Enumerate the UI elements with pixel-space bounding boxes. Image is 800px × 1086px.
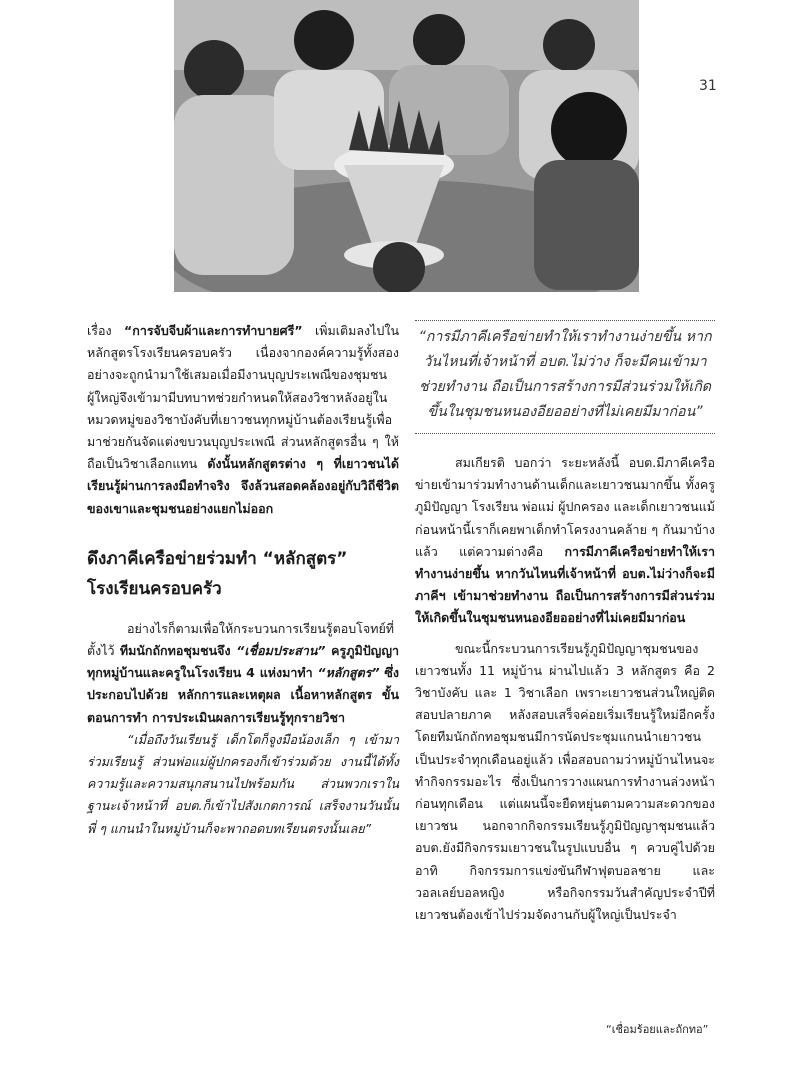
page-number: 31 [699, 78, 717, 94]
top-photo [174, 0, 639, 292]
left-paragraph-2 [87, 618, 399, 729]
bold-run: ซึ่งประกอบไปด้วย หลักการและเหตุผล เนื้อหาหลักสูตร ขั้นตอนการทำ การประเมินผลการเรียนรู้ทุกรายวิชา [87, 665, 399, 725]
right-paragraph-2: ขณะนี้กระบวนการเรียนรู้ภูมิปัญญาชุมชนของเยาวชนทั้ง 11 หมู่บ้าน ผ่านไปแล้ว 3 หลักสูตร คือ 2 วิชาบังคับ และ 1 วิชาเลือก เพราะเยาวชนส่วนใหญ่ติดสอบปลายภาค หลังสอบเสร็จค่อยเริ่มเรียนรู้ใหม่อีกครั้ง โดยทีมนักถักทอชุมชนมีการนัดประชุมแกนนำเยาวชนเป็นประจำทุกเดือนอยู่แล้ว เพื่อสอบถามว่าหมู่บ้านไหนจะทำกิจกรรมอะไร ซึ่งเป็นการวางแผนการทำงานล่วงหน้าก่อนทุกเดือน แต่แผนนี้จะยืดหยุ่นตามความสะดวกของเยาวชน นอกจากกิจกรรมเรียนรู้ภูมิปัญญาชุมชนแล้ว อบต.ยังมีกิจกรรมเยาวชนในรูปแบบอื่น ๆ ควบคู่ไปด้วย อาทิ กิจกรรมการแข่งขันกีฬาฟุตบอลชาย และวอลเลย์บอลหญิง หรือกิจกรรมวันสำคัญประจำปีที่เยาวชนต้องเข้าไปร่วมจัดงานกับผู้ใหญ่เป็นประจำ [415, 640, 715, 923]
left-column [87, 320, 399, 840]
left-paragraph-1 [87, 320, 399, 520]
page-footer: “เชื่อมร้อยและถักทอ” [606, 1023, 709, 1036]
text-run: อย่างไรก็ตามเพื่อให้กระบวนการเรียนรู้ตอบโจทย์ที่ตั้งไว้ [87, 620, 395, 659]
bold-run: “การจับจีบผ้าและการทำบายศรี” [124, 323, 303, 338]
bold-italic-run: “เชื่อมประสาน” [236, 643, 326, 659]
pull-quote: “การมีภาคีเครือข่ายทำให้เราทำงานง่ายขึ้น หากวันไหนที่เจ้าหน้าที่ อบต.ไม่ว่าง ก็จะมีคนเข้ามาช่วยทำงาน ถือเป็นการสร้างการมีส่วนร่วมให้เกิดขึ้นในชุมชนหนองอียออย่างที่ไม่เคยมีมาก่อน” [415, 320, 715, 434]
bold-run: ดังนั้นหลักสูตรต่าง ๆ ที่เยาวชนได้เรียนรู้ผ่านการลงมือทำจริง จึงล้วนสอดคล้องอยู่กับวิถีชีวิตของเขาและชุมชนอย่างแยกไม่ออก [87, 456, 399, 516]
bold-italic-run: “หลักสูตร” [317, 665, 380, 681]
left-quote-paragraph: “เมื่อถึงวันเรียนรู้ เด็กโตก็จูงมือน้องเล็ก ๆ เข้ามาร่วมเรียนรู้ ส่วนพ่อแม่ผู้ปกครองก็เข้าร่วมด้วย งานนี้ได้ทั้งความรู้และความสนุกสนานไปพร้อมกัน ส่วนพวกเราในฐานะเจ้าหน้าที่ อบต.ก็เข้าไปสังเกตการณ์ เสร็จงานวันนั้นพี่ ๆ แกนนำในหมู่บ้านก็จะพาถอดบทเรียนตรงนั้นเลย” [87, 731, 399, 836]
bold-run: การมีภาคีเครือข่ายทำให้เราทำงานง่ายขึ้น หากวันไหนที่เจ้าหน้าที่ อบต.ไม่ว่างก็จะมีภาคีฯ เข้ามาช่วยทำงาน ถือเป็นการสร้างการมีส่วนร่วมให้เกิดขึ้นในชุมชนหนองอียออย่างที่ไม่เคยมีมาก่อน [415, 543, 715, 626]
text-run: เรื่อง [87, 323, 125, 338]
text-run: เพิ่มเติมลงไปในหลักสูตรโรงเรียนครอบครัว เนื่องจากองค์ความรู้ทั้งสองอย่างจะถูกนำมาใช้เสมอเมื่อมีงานบุญประเพณีของชุมชน ผู้ใหญ่จึงเข้ามามีบทบาทช่วยกำหนดให้สองวิชาหลังอยู่ในหมวดหมู่ของวิชาบังคับที่เยาวชนทุกหมู่บ้านต้องเรียนรู้เพื่อมาช่วยกันจัดแต่งขบวนบุญประเพณี ส่วนหลักสูตรอื่น ๆ ให้ถือเป็นวิชาเลือกแทน [87, 323, 399, 472]
bold-run: ทีมนักถักทอชุมชนจึง [119, 643, 237, 659]
text-run: สมเกียรติ บอกว่า ระยะหลังนี้ อบต.มีภาคีเครือข่ายเข้ามาร่วมทำงานด้านเด็กและเยาวชนมากขึ้น ทั้งครูภูมิปัญญา โรงเรียน พ่อแม่ ผู้ปกครอง และเด็กเยาวชนแม้ก่อนหน้านี้เราก็เคยพาเด็กทำโครงงานคล้าย ๆ กันมาบ้างแล้ว แต่ความต่างคือ [415, 455, 715, 559]
section-heading: ดึงภาคีเครือข่ายร่วมทำ “หลักสูตร” โรงเรียนครอบครัว [87, 548, 348, 599]
right-paragraph-1 [415, 452, 715, 630]
right-column [415, 320, 715, 926]
photo-icon [174, 0, 639, 292]
bold-run: ครูภูมิปัญญาทุกหมู่บ้านและครูในโรงเรียน 4 แห่งมาทำ [87, 643, 399, 681]
